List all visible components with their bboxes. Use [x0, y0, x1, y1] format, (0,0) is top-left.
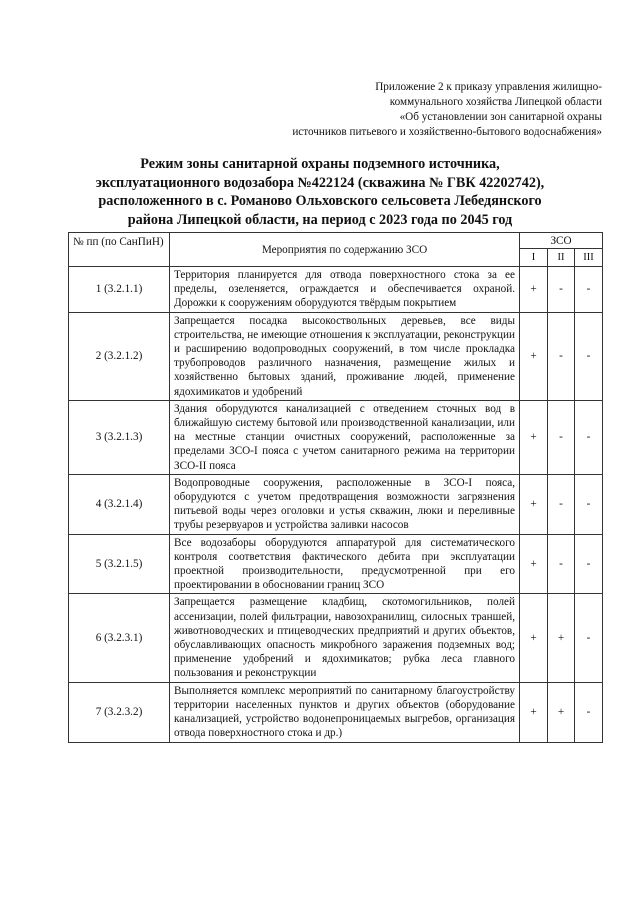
zone-1-mark: +	[520, 682, 548, 742]
zone-1-mark: +	[520, 267, 548, 313]
header-number: № пп (по СанПиН)	[69, 233, 170, 267]
zone-3-mark: -	[575, 534, 603, 594]
appendix-line: Приложение 2 к приказу управления жилищно-	[375, 81, 602, 93]
title-line: эксплуатационного водозабора №422124 (скважина № ГВК 42202742),	[95, 174, 545, 191]
row-number: 4 (3.2.1.4)	[69, 474, 170, 534]
row-number: 1 (3.2.1.1)	[69, 267, 170, 313]
title-line: района Липецкой области, на период с 2023 года по 2045 год	[127, 211, 513, 228]
appendix-line: «Об установлении зон санитарной охраны	[399, 111, 602, 123]
row-text: Водопроводные сооружения, расположенные в ЗСО-I пояса, оборудуются с учетом предотвращения возможности загрязнения питьевой воды через оголовки и устья скважин, люки и переливные трубы резервуаров и устройства заливки насосов	[170, 474, 520, 534]
zone-3-mark: -	[575, 682, 603, 742]
row-text: Все водозаборы оборудуются аппаратурой для систематического контроля соответствия фактического дебита при эксплуатации проектной производительности, предусмотренной при его проектировании в обосновании границ ЗСО	[170, 534, 520, 594]
header-zone-1: I	[520, 249, 548, 267]
header-measures: Мероприятия по содержанию ЗСО	[170, 233, 520, 267]
header-zone-2: II	[548, 249, 575, 267]
row-number: 5 (3.2.1.5)	[69, 534, 170, 594]
table-row	[69, 267, 603, 313]
table-row	[69, 534, 603, 594]
row-number: 7 (3.2.3.2)	[69, 682, 170, 742]
zone-1-mark: +	[520, 400, 548, 474]
appendix-line: источников питьевого и хозяйственно-бытового водоснабжения»	[292, 126, 602, 138]
header-zso: ЗСО	[520, 233, 603, 249]
zone-3-mark: -	[575, 400, 603, 474]
zone-3-mark: -	[575, 594, 603, 682]
title-line: Режим зоны санитарной охраны подземного источника,	[140, 156, 500, 172]
zone-3-mark: -	[575, 474, 603, 534]
row-text: Запрещается посадка высокоствольных деревьев, все виды строительства, не имеющие отношения к эксплуатации, реконструкции и расширению водопроводных сооружений, в том числе прокладка трубопроводов различного назначения, размещение жилых и хозяйственно бытовых зданий, проживание людей, применение ядохимикатов и удобрений	[170, 312, 520, 400]
row-text: Запрещается размещение кладбищ, скотомогильников, полей ассенизации, полей фильтрации, навозохранилищ, силосных траншей, животноводческих и птицеводческих предприятий и других объектов, обуславливающих опасность микробного заражения подземных вод; применение удобрений и ядохимикатов; рубка леса главного пользования и реконструкции	[170, 594, 520, 682]
zone-3-mark: -	[575, 312, 603, 400]
table-row	[69, 400, 603, 474]
row-number: 6 (3.2.3.1)	[69, 594, 170, 682]
table-row	[69, 594, 603, 682]
zone-2-mark: -	[548, 312, 575, 400]
zone-1-mark: +	[520, 312, 548, 400]
measures-table	[68, 232, 603, 743]
appendix-line: коммунального хозяйства Липецкой области	[389, 96, 602, 108]
row-number: 3 (3.2.1.3)	[69, 400, 170, 474]
zone-3-mark: -	[575, 267, 603, 313]
zone-2-mark: +	[548, 682, 575, 742]
row-number: 2 (3.2.1.2)	[69, 312, 170, 400]
zone-2-mark: -	[548, 534, 575, 594]
table-row	[69, 312, 603, 400]
table-row	[69, 682, 603, 742]
row-text: Выполняется комплекс мероприятий по санитарному благоустройству территории населенных пунктов и других объектов (оборудование канализацией, устройство водонепроницаемых выгребов, организация отвода поверхностного стока и др.)	[170, 682, 520, 742]
row-text: Территория планируется для отвода поверхностного стока за ее пределы, озеленяется, ограждается и обеспечивается охраной. Дорожки к сооружениям оборудуются твёрдым покрытием	[170, 267, 520, 313]
zone-1-mark: +	[520, 534, 548, 594]
table-row	[69, 474, 603, 534]
zone-2-mark: -	[548, 474, 575, 534]
zone-2-mark: -	[548, 400, 575, 474]
zone-2-mark: +	[548, 594, 575, 682]
zone-1-mark: +	[520, 594, 548, 682]
document-title	[60, 155, 580, 229]
zone-2-mark: -	[548, 267, 575, 313]
row-text: Здания оборудуются канализацией с отведением сточных вод в ближайшую систему бытовой или производственной канализации, или на местные станции очистных сооружений, расположенные за пределами ЗСО-I пояса с учетом санитарного режима на территории ЗСО-II пояса	[170, 400, 520, 474]
zone-1-mark: +	[520, 474, 548, 534]
appendix-reference	[182, 80, 602, 140]
title-line: расположенного в с. Романово Ольховского сельсовета Лебедянского	[98, 193, 542, 209]
header-zone-3: III	[575, 249, 603, 267]
